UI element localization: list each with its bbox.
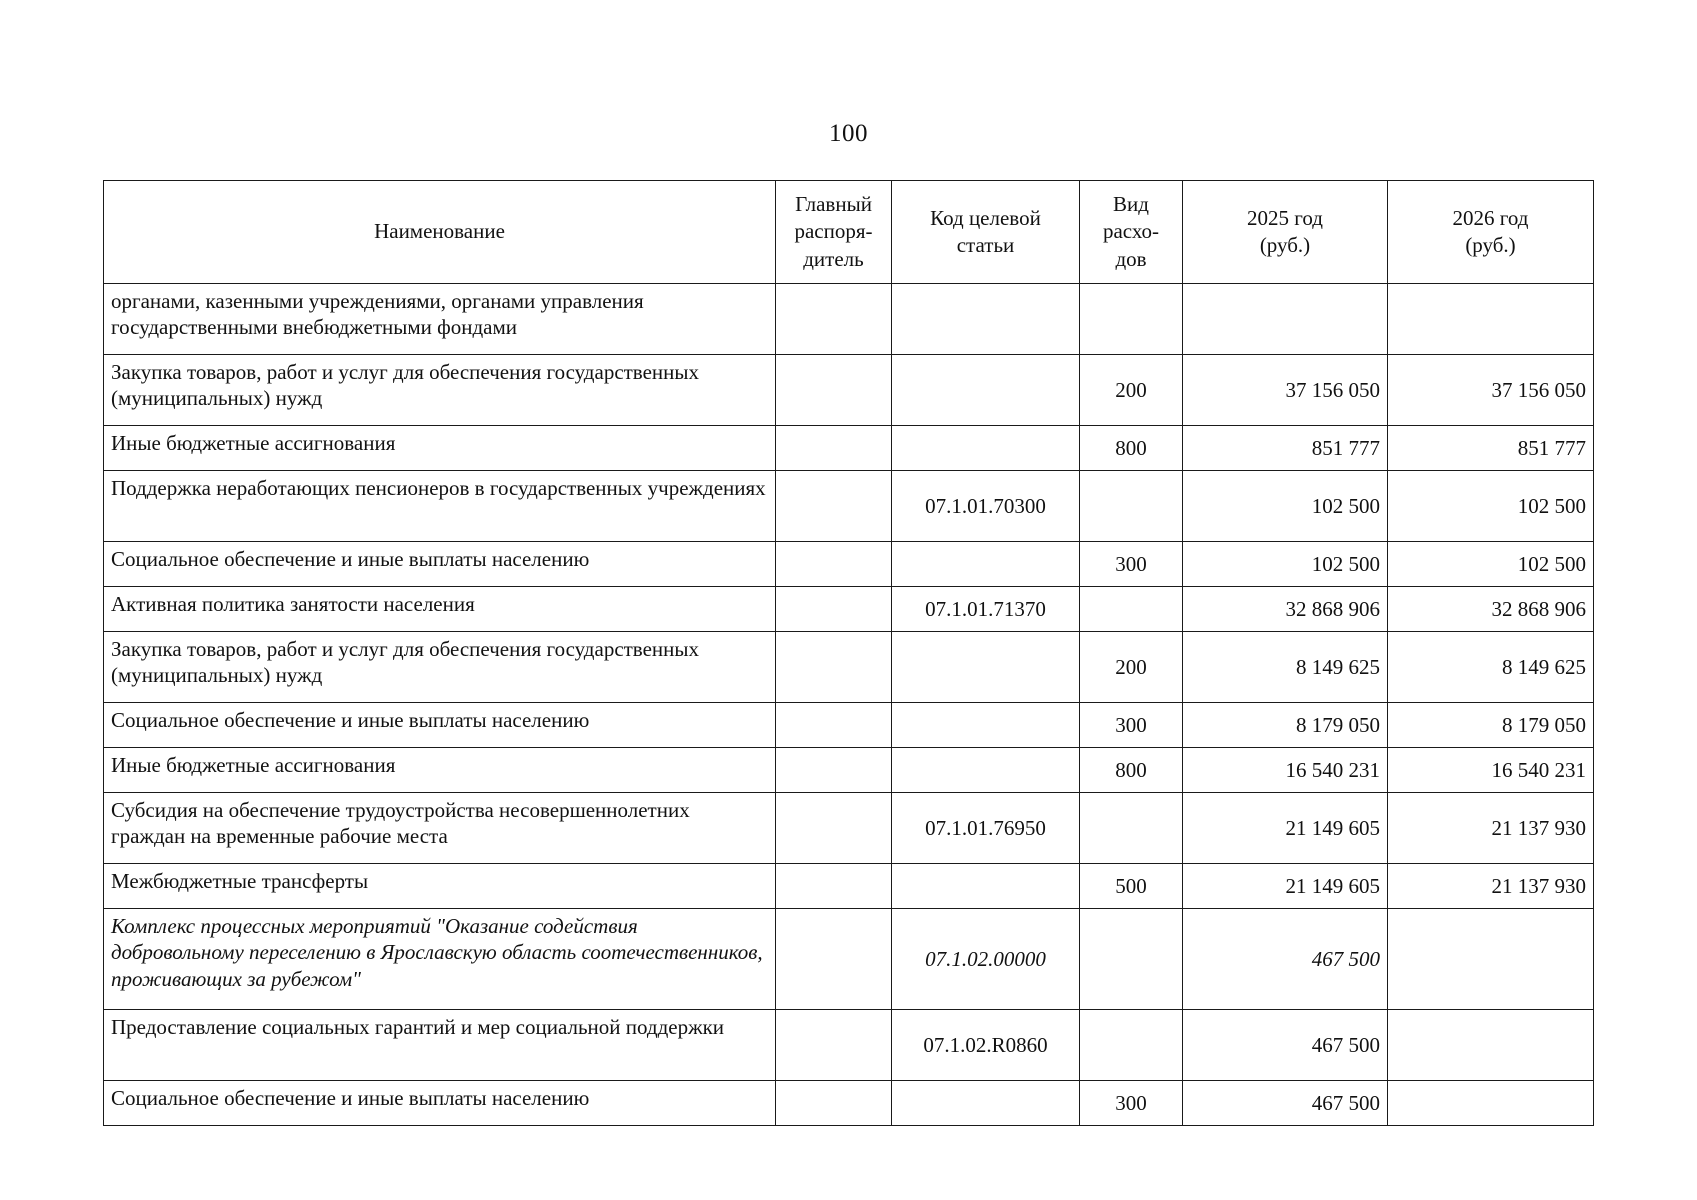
header-code-line: Код целевой bbox=[930, 205, 1041, 230]
cell-2025: 16 540 231 bbox=[1183, 748, 1388, 793]
cell-type: 300 bbox=[1080, 1081, 1183, 1126]
cell-code bbox=[892, 284, 1080, 355]
cell-manager bbox=[776, 793, 892, 864]
table-row bbox=[104, 909, 1594, 1010]
header-2025 bbox=[1183, 181, 1388, 284]
cell-2026: 8 179 050 bbox=[1388, 703, 1594, 748]
cell-2026 bbox=[1388, 1081, 1594, 1126]
table-row bbox=[104, 471, 1594, 542]
header-2026 bbox=[1388, 181, 1594, 284]
table-row bbox=[104, 1081, 1594, 1126]
cell-2026: 851 777 bbox=[1388, 426, 1594, 471]
cell-2025: 8 149 625 bbox=[1183, 632, 1388, 703]
table-row bbox=[104, 793, 1594, 864]
header-type-line: расхо- bbox=[1102, 219, 1160, 244]
cell-2026: 37 156 050 bbox=[1388, 355, 1594, 426]
header-manager-line: Главный bbox=[795, 192, 872, 217]
cell-type: 800 bbox=[1080, 748, 1183, 793]
cell-2026: 16 540 231 bbox=[1388, 748, 1594, 793]
cell-manager bbox=[776, 1081, 892, 1126]
header-code-line: статьи bbox=[956, 233, 1015, 257]
header-manager-line: распоря- bbox=[794, 219, 873, 244]
cell-code bbox=[892, 426, 1080, 471]
cell-name: Предоставление социальных гарантий и мер социальной поддержки bbox=[104, 1010, 776, 1081]
cell-2025: 32 868 906 bbox=[1183, 587, 1388, 632]
cell-manager bbox=[776, 587, 892, 632]
cell-manager bbox=[776, 426, 892, 471]
cell-name: Социальное обеспечение и иные выплаты населению bbox=[104, 542, 776, 587]
cell-name: Иные бюджетные ассигнования bbox=[104, 748, 776, 793]
header-code bbox=[892, 181, 1080, 284]
cell-2025: 467 500 bbox=[1183, 909, 1388, 1010]
table-row bbox=[104, 587, 1594, 632]
cell-manager bbox=[776, 542, 892, 587]
cell-2026 bbox=[1388, 1010, 1594, 1081]
cell-name: Иные бюджетные ассигнования bbox=[104, 426, 776, 471]
table-row bbox=[104, 426, 1594, 471]
page-number: 100 bbox=[829, 120, 868, 147]
cell-name: Комплекс процессных мероприятий "Оказание содействия добровольному переселению в Ярославскую область соотечественников, проживающих за рубежом" bbox=[104, 909, 776, 1010]
header-type-line: дов bbox=[1115, 246, 1147, 271]
cell-type: 800 bbox=[1080, 426, 1183, 471]
cell-type: 200 bbox=[1080, 355, 1183, 426]
cell-2025: 21 149 605 bbox=[1183, 864, 1388, 909]
cell-type: 200 bbox=[1080, 632, 1183, 703]
cell-2025: 37 156 050 bbox=[1183, 355, 1388, 426]
cell-type bbox=[1080, 1010, 1183, 1081]
header-type-line: Вид bbox=[1113, 192, 1149, 217]
header-manager-line: дитель bbox=[803, 246, 864, 271]
cell-2025: 467 500 bbox=[1183, 1081, 1388, 1126]
table-row bbox=[104, 1010, 1594, 1081]
cell-2026: 102 500 bbox=[1388, 542, 1594, 587]
cell-type: 500 bbox=[1080, 864, 1183, 909]
cell-manager bbox=[776, 284, 892, 355]
cell-2026: 102 500 bbox=[1388, 471, 1594, 542]
cell-code bbox=[892, 632, 1080, 703]
cell-code: 07.1.01.70300 bbox=[892, 471, 1080, 542]
cell-manager bbox=[776, 1010, 892, 1081]
cell-name: Закупка товаров, работ и услуг для обеспечения государственных (муниципальных) нужд bbox=[104, 632, 776, 703]
cell-2026 bbox=[1388, 284, 1594, 355]
cell-code: 07.1.02.R0860 bbox=[892, 1010, 1080, 1081]
cell-type bbox=[1080, 284, 1183, 355]
cell-type bbox=[1080, 909, 1183, 1010]
header-name bbox=[104, 181, 776, 284]
cell-type: 300 bbox=[1080, 542, 1183, 587]
cell-code bbox=[892, 703, 1080, 748]
cell-manager bbox=[776, 355, 892, 426]
header-name-text: Наименование bbox=[374, 219, 505, 244]
header-2025-line: (руб.) bbox=[1259, 233, 1311, 257]
cell-2025: 102 500 bbox=[1183, 542, 1388, 587]
cell-2025: 851 777 bbox=[1183, 426, 1388, 471]
cell-2026: 32 868 906 bbox=[1388, 587, 1594, 632]
cell-manager bbox=[776, 909, 892, 1010]
cell-code bbox=[892, 748, 1080, 793]
table-row bbox=[104, 703, 1594, 748]
table-row bbox=[104, 632, 1594, 703]
cell-name: Социальное обеспечение и иные выплаты населению bbox=[104, 703, 776, 748]
header-manager bbox=[776, 181, 892, 284]
cell-2026: 8 149 625 bbox=[1388, 632, 1594, 703]
table-row bbox=[104, 284, 1594, 355]
cell-2026 bbox=[1388, 909, 1594, 1010]
cell-manager bbox=[776, 471, 892, 542]
cell-code bbox=[892, 542, 1080, 587]
cell-code: 07.1.01.71370 bbox=[892, 587, 1080, 632]
header-2026-line: (руб.) bbox=[1465, 233, 1516, 257]
header-2026-line: 2026 год bbox=[1452, 205, 1529, 230]
cell-code bbox=[892, 864, 1080, 909]
cell-type bbox=[1080, 793, 1183, 864]
cell-name: Активная политика занятости населения bbox=[104, 587, 776, 632]
cell-2025: 8 179 050 bbox=[1183, 703, 1388, 748]
cell-name: Социальное обеспечение и иные выплаты населению bbox=[104, 1081, 776, 1126]
cell-2026: 21 137 930 bbox=[1388, 864, 1594, 909]
cell-code: 07.1.01.76950 bbox=[892, 793, 1080, 864]
cell-manager bbox=[776, 748, 892, 793]
cell-type bbox=[1080, 471, 1183, 542]
table-row bbox=[104, 355, 1594, 426]
table-row bbox=[104, 542, 1594, 587]
cell-code bbox=[892, 1081, 1080, 1126]
cell-name: Закупка товаров, работ и услуг для обеспечения государственных (муниципальных) нужд bbox=[104, 355, 776, 426]
header-row bbox=[104, 181, 1594, 284]
budget-table bbox=[103, 180, 1594, 1126]
table-row bbox=[104, 748, 1594, 793]
cell-2025: 21 149 605 bbox=[1183, 793, 1388, 864]
cell-type bbox=[1080, 587, 1183, 632]
cell-name: Поддержка неработающих пенсионеров в государственных учреждениях bbox=[104, 471, 776, 542]
cell-type: 300 bbox=[1080, 703, 1183, 748]
cell-name: органами, казенными учреждениями, органами управления государственными внебюджетными фондами bbox=[104, 284, 776, 355]
cell-manager bbox=[776, 864, 892, 909]
cell-name: Межбюджетные трансферты bbox=[104, 864, 776, 909]
cell-code bbox=[892, 355, 1080, 426]
cell-2026: 21 137 930 bbox=[1388, 793, 1594, 864]
cell-manager bbox=[776, 632, 892, 703]
cell-code: 07.1.02.00000 bbox=[892, 909, 1080, 1010]
cell-2025 bbox=[1183, 284, 1388, 355]
header-type bbox=[1080, 181, 1183, 284]
cell-name: Субсидия на обеспечение трудоустройства несовершеннолетних граждан на временные рабочие места bbox=[104, 793, 776, 864]
cell-2025: 102 500 bbox=[1183, 471, 1388, 542]
table-row bbox=[104, 864, 1594, 909]
cell-2025: 467 500 bbox=[1183, 1010, 1388, 1081]
cell-manager bbox=[776, 703, 892, 748]
header-2025-line: 2025 год bbox=[1247, 205, 1323, 230]
